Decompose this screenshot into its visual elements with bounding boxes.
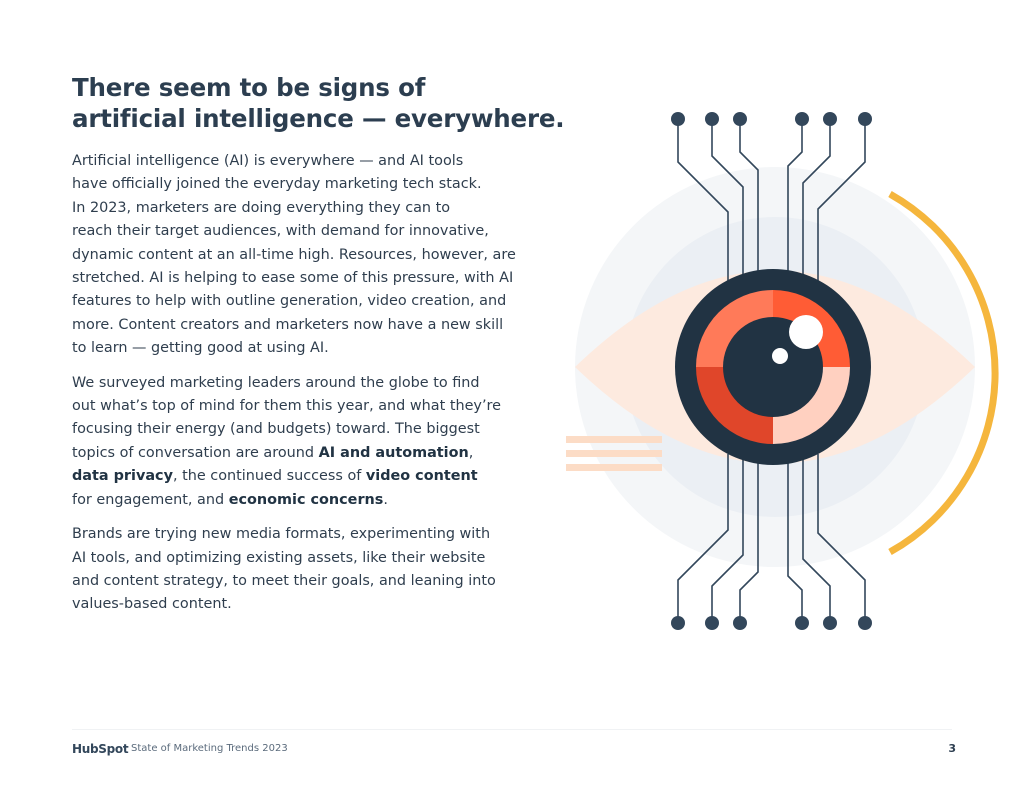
text-line: Brands are trying new media formats, experimenting with [72,526,491,543]
stripe [566,464,662,471]
text-line: values-based content. [72,596,232,613]
highlight-economic-concerns: economic concerns [228,491,384,508]
footer-divider [72,729,952,730]
highlight-data-privacy: data privacy [72,468,173,485]
title-line-2: artificial intelligence — everywhere. [72,104,565,133]
text-line: We surveyed marketing leaders around the globe to find [72,374,480,391]
hubspot-logo-icon: HubSpot [72,742,129,756]
text-line: In 2023, marketers are doing everything they can to [72,199,451,216]
paragraph-brands [72,523,532,617]
text-line [72,465,532,488]
text-run: . [383,491,388,508]
page-number: 3 [948,742,956,755]
highlight-ai-automation: AI and automation [318,444,469,461]
text-line: stretched. AI is helping to ease some of this pressure, with AI [72,270,514,287]
text-line: Artificial intelligence (AI) is everywhere — and AI tools [72,153,464,169]
text-run: for engagement, and [72,491,229,508]
text-run: topics of conversation are around [72,444,319,461]
text-run: , the continued success of [172,468,366,485]
text-line [72,442,532,465]
text-line: features to help with outline generation, video creation, and [72,293,507,310]
footer-doc-title: State of Marketing Trends 2023 [131,743,288,754]
article-body [72,150,532,628]
highlight-video-content: video content [365,468,478,485]
text-line: out what’s top of mind for them this year, and what they’re [72,398,501,415]
stripe [566,450,662,457]
text-line: more. Content creators and marketers now have a new skill [72,316,504,333]
highlight-large [789,315,823,349]
stripe [566,436,662,443]
text-line: to learn — getting good at using AI. [72,340,329,357]
text-line: focusing their energy (and budgets) toward. The biggest [72,421,480,438]
text-line: dynamic content at an all-time high. Resources, however, are [72,246,516,263]
text-run: , [468,444,474,461]
text-line: AI tools, and optimizing existing assets, like their website [72,549,486,566]
paragraph-survey [72,372,532,512]
title-line-1: There seem to be signs of [72,73,426,102]
text-line: and content strategy, to meet their goals, and leaning into [72,572,496,589]
page-footer [72,741,956,757]
text-line [72,489,532,512]
text-line: have officially joined the everyday marketing tech stack. [72,176,482,193]
eye-illustration-icon [560,104,1000,644]
page-title [72,72,564,134]
highlight-small [772,348,788,364]
paragraph-intro [72,150,532,361]
text-line: reach their target audiences, with demand for innovative, [72,223,489,240]
